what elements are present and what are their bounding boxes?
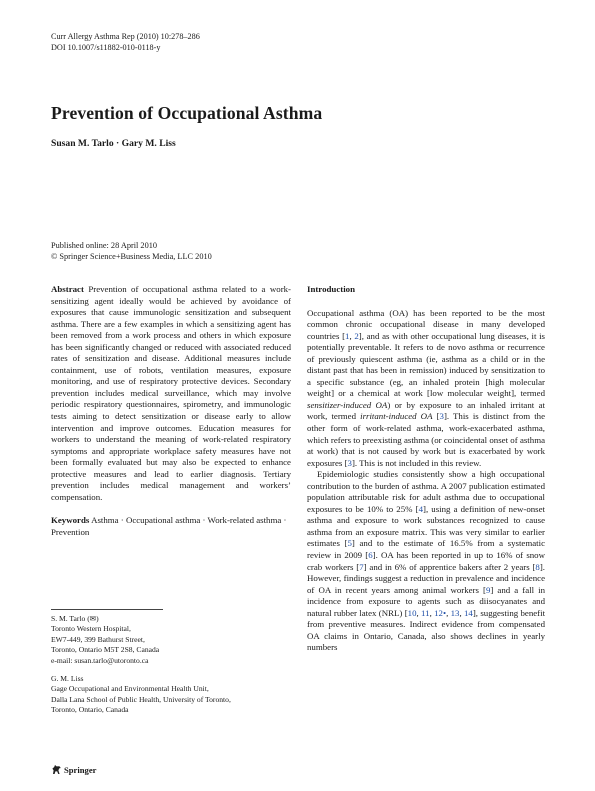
affiliation-1-line: EW7-449, 399 Bathurst Street,: [51, 634, 145, 644]
affiliation-1-line: Toronto, Ontario M5T 2S8, Canada: [51, 645, 160, 655]
published-date: Published online: 28 April 2010: [51, 241, 158, 250]
keywords-text: Asthma · Occupational asthma · Work-related asthma · Prevention: [51, 515, 287, 537]
citation-link[interactable]: 3: [439, 411, 444, 422]
footnote-divider: [51, 609, 163, 610]
article-title: Prevention of Occupational Asthma: [51, 103, 323, 123]
citation-link[interactable]: 10: [407, 607, 417, 618]
doi: DOI 10.1007/s11882-010-0118-y: [51, 43, 161, 52]
section-heading-introduction: Introduction: [307, 284, 355, 294]
term-sensitizer-induced: sensitizer-induced OA: [307, 399, 388, 410]
affiliation-2-line: Toronto, Ontario, Canada: [51, 705, 129, 715]
affiliation-1-email[interactable]: e-mail: susan.tarlo@utoronto.ca: [51, 655, 149, 665]
abstract-column: [51, 284, 291, 538]
citation-link[interactable]: 4: [418, 503, 424, 514]
copyright: © Springer Science+Business Media, LLC 2010: [51, 252, 212, 261]
abstract-text: Prevention of occupational asthma related to a work-sensitizing agent ideally would be achieved by avoidance of exposures that cause immunologic sensitization and subsequent asthma. There are a few examples in which a sensitizing agent has been removed from a work process and others in which exposure has been significantly changed or reduced with associated reduced rates of sensitization and disease. Additional measures include containment, use of robots, ventilation measures, exposure monitoring, and use of respiratory protective devices. Secondary prevention includes medical surveillance, which may involve periodic respiratory questionnaires, spirometry, and immunologic tests aiming to detect sensitization or disease early to allow intervention and improve outcomes. Education measures for workers to understand the meaning of work-related respiratory symptoms and appropriate workplace safety measures have not been formally evaluated but may also be expected to enhance protective measures and lead to earlier diagnosis. Tertiary prevention includes medical management and workers’ compensation.: [51, 284, 291, 502]
abstract-label: Abstract: [51, 284, 84, 294]
journal-citation: Curr Allergy Asthma Rep (2010) 10:278–286: [51, 32, 200, 41]
citation-link[interactable]: 9: [485, 584, 491, 595]
intro-paragraph-2: Epidemiologic studies consistently show a high occupational contribution to the burden of asthma. A 2007 publication estimated population attributable risk for adult asthma due to occupational exposures to be 10% to 25% [4], using a definition of new-onset asthma and exposure to work substances recognized to cause asthma from an exposure matrix. This was very similar to earlier estimates [5] and to the estimate of 16.5% from a systematic review in 2009 [6]. OA has been reported in up to 16% of snow crab workers [7] and in 6% of apprentice bakers after 2 years [8]. However, findings suggest a reduction in prevalence and incidence of OA in recent years among animal workers [9] and a fall in incidence from exposure to agents such as diisocyanates and natural rubber latex (NRL) [10, 11, 12•, 13, 14], suggesting benefit from preventive measures. Indirect evidence from compensated OA claims in Ontario, Canada, also shows declines in yearly numbers: [307, 469, 546, 653]
keywords: [51, 515, 291, 538]
citation-link[interactable]: 14: [464, 607, 473, 618]
publisher-name: Springer: [64, 764, 97, 775]
abstract: [51, 284, 291, 503]
citation-link[interactable]: 13: [450, 607, 460, 618]
affiliation-2-line: Gage Occupational and Environmental Health Unit,: [51, 684, 209, 694]
term-irritant-induced: irritant-induced OA: [360, 411, 433, 422]
author-affiliations: [51, 614, 231, 716]
keywords-label: Keywords: [51, 515, 90, 526]
intro-paragraph-1: Occupational asthma (OA) has been reported to be the most common chronic occupational disease in many developed countries [1, 2], and as with other occupational lung diseases, it is potentially preventable. It refers to de novo asthma or recurrence of previously quiescent asthma (ie, asthma as a child or in the distant past that has been in remission) induced by sensitization to a specific substance (eg, an inhaled protein [high molecular weight] or a chemical at work [low molecular weight], termed sensitizer-induced OA) or by exposure to an inhaled irritant at work, termed irritant-induced OA [3]. This is distinct from the other form of work-related asthma, work-exacerbated asthma, which refers to preexisting asthma (or coincidental onset of asthma at work) that is not caused by work but is exacerbated by work exposures [3]. This is not included in this review.: [307, 307, 545, 468]
citation-link[interactable]: 6: [368, 550, 373, 561]
citation-link[interactable]: 2: [354, 330, 359, 341]
affiliation-1-name: S. M. Tarlo (✉): [51, 614, 99, 623]
journal-header: [51, 31, 200, 53]
citation-link[interactable]: 5: [347, 538, 352, 549]
affiliation-1-line: Toronto Western Hospital,: [51, 624, 131, 634]
author-list: Susan M. Tarlo · Gary M. Liss: [51, 138, 176, 149]
affiliation-2-name: G. M. Liss: [51, 674, 84, 684]
citation-link[interactable]: 3: [347, 457, 352, 468]
publisher-footer: [51, 764, 96, 775]
springer-horse-icon: [51, 764, 62, 775]
citation-link[interactable]: 11: [421, 607, 430, 618]
citation-link[interactable]: 12•: [434, 607, 447, 618]
citation-link[interactable]: 8: [535, 561, 540, 572]
introduction-column: [307, 284, 545, 654]
citation-link[interactable]: 1: [345, 330, 350, 341]
affiliation-2-line: Dalla Lana School of Public Health, University of Toronto,: [51, 694, 231, 704]
citation-link[interactable]: 7: [359, 561, 364, 572]
publication-info: [51, 240, 212, 262]
